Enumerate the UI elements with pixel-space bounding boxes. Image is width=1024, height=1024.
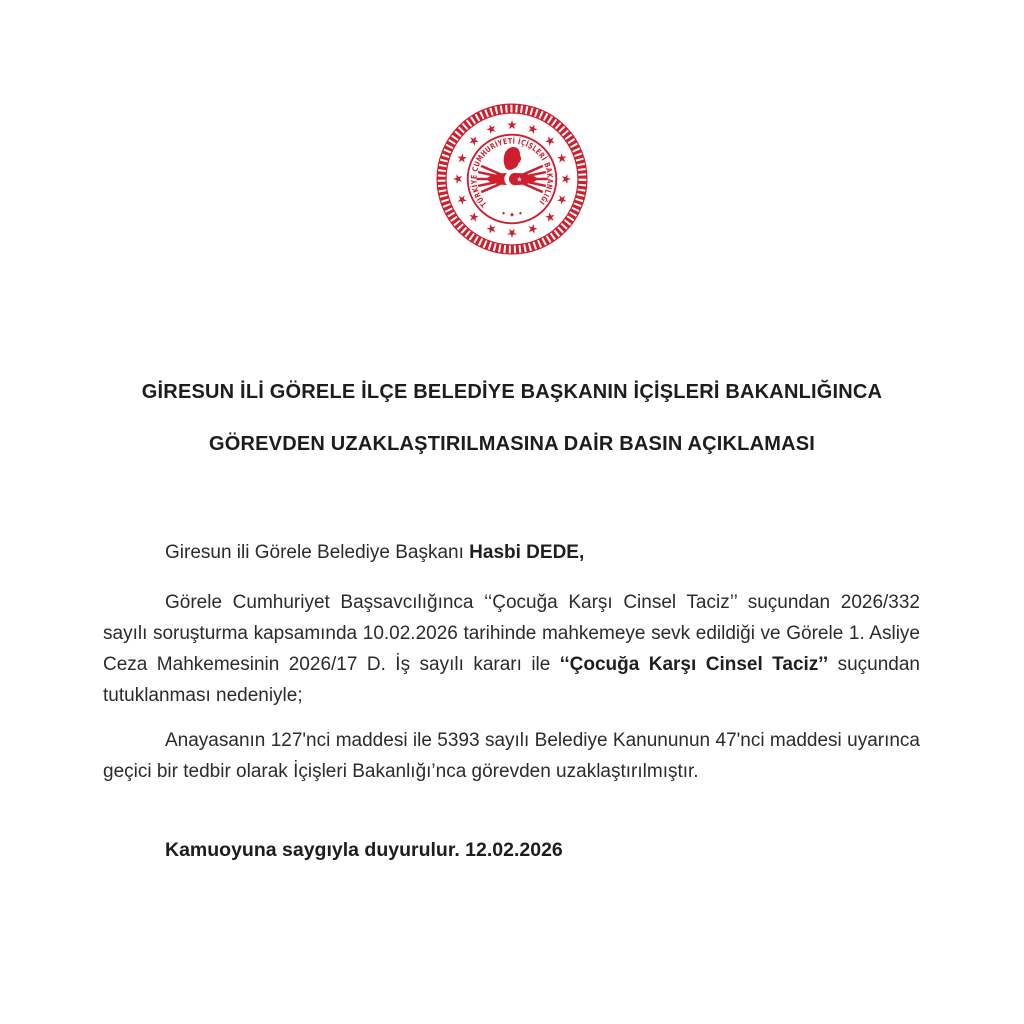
star-icon: ★ (541, 131, 560, 150)
charges-text-2: suçundan tutuklanması nedeniyle; (103, 654, 921, 706)
star-icon: ★ (483, 120, 500, 138)
ataturk-silhouette (504, 147, 522, 170)
seal-ring-text: TÜRKİYE CUMHURİYETİ İÇİŞLERİ BAKANLIĞI (469, 136, 555, 209)
title-line-2: GÖREVDEN UZAKLAŞTIRILMASINA DAİR BASIN AÇIKLAMASI (208, 433, 816, 455)
paragraph-intro (103, 537, 920, 568)
intro-text: Giresun ili Görele Belediye Başkanı (165, 542, 470, 563)
star-icon: ★ (524, 220, 541, 238)
star-icon: ★ (541, 208, 560, 227)
star-icon: ★ (553, 150, 571, 167)
star-icon: ★ (453, 150, 471, 167)
paragraph-legal-basis: Anayasanın 127'nci maddesi ile 5393 sayılı Belediye Kanununun 47'nci maddesi uyarınca geçici bir tedbir olarak İçişleri Bakanlığı’nca görevden uzaklaştırılmıştır. (103, 730, 920, 782)
title-line-1: GİRESUN İLİ GÖRELE İLÇE BELEDİYE BAŞKANIN İÇİŞLERİ BAKANLIĞINCA (141, 381, 883, 403)
seal-bottom-marks (502, 212, 521, 217)
document-body (103, 537, 920, 866)
charge-name-bold: ‘‘Çocuğa Karşı Cinsel Taciz’’ (559, 654, 829, 675)
star-icon: ★ (506, 117, 518, 132)
star-icon: ★ (553, 191, 571, 208)
star-icon: ★ (450, 173, 465, 185)
star-icon: ★ (559, 173, 574, 185)
star-icon: ★ (524, 120, 541, 138)
star-icon: ★ (453, 191, 471, 208)
star-icon: ★ (464, 208, 483, 227)
charges-text-1: Görele Cumhuriyet Başsavcılığınca ‘‘Çocuğa Karşı Cinsel Taciz’’ suçundan 2026/332 sayılı soruşturma kapsamında 10.02.2026 tarihinde mahkemeye sevk edildiği ve Görele 1. Asliye Ceza Mahkemesinin 2026/17 D. İş sayılı kararı ile (103, 592, 920, 675)
ministry-seal (435, 102, 589, 256)
flag-star-icon: ★ (516, 175, 523, 184)
document-title (0, 366, 1024, 470)
closing-line: Kamuoyuna saygıyla duyurulur. 12.02.2026 (165, 839, 563, 861)
star-icon: ★ (483, 220, 500, 238)
ministry-seal-graphic (435, 102, 589, 256)
paragraph-charges (103, 587, 920, 711)
mayor-name: Hasbi DEDE, (469, 542, 585, 563)
star-icon: ★ (506, 226, 518, 241)
star-icon: ★ (464, 131, 483, 150)
